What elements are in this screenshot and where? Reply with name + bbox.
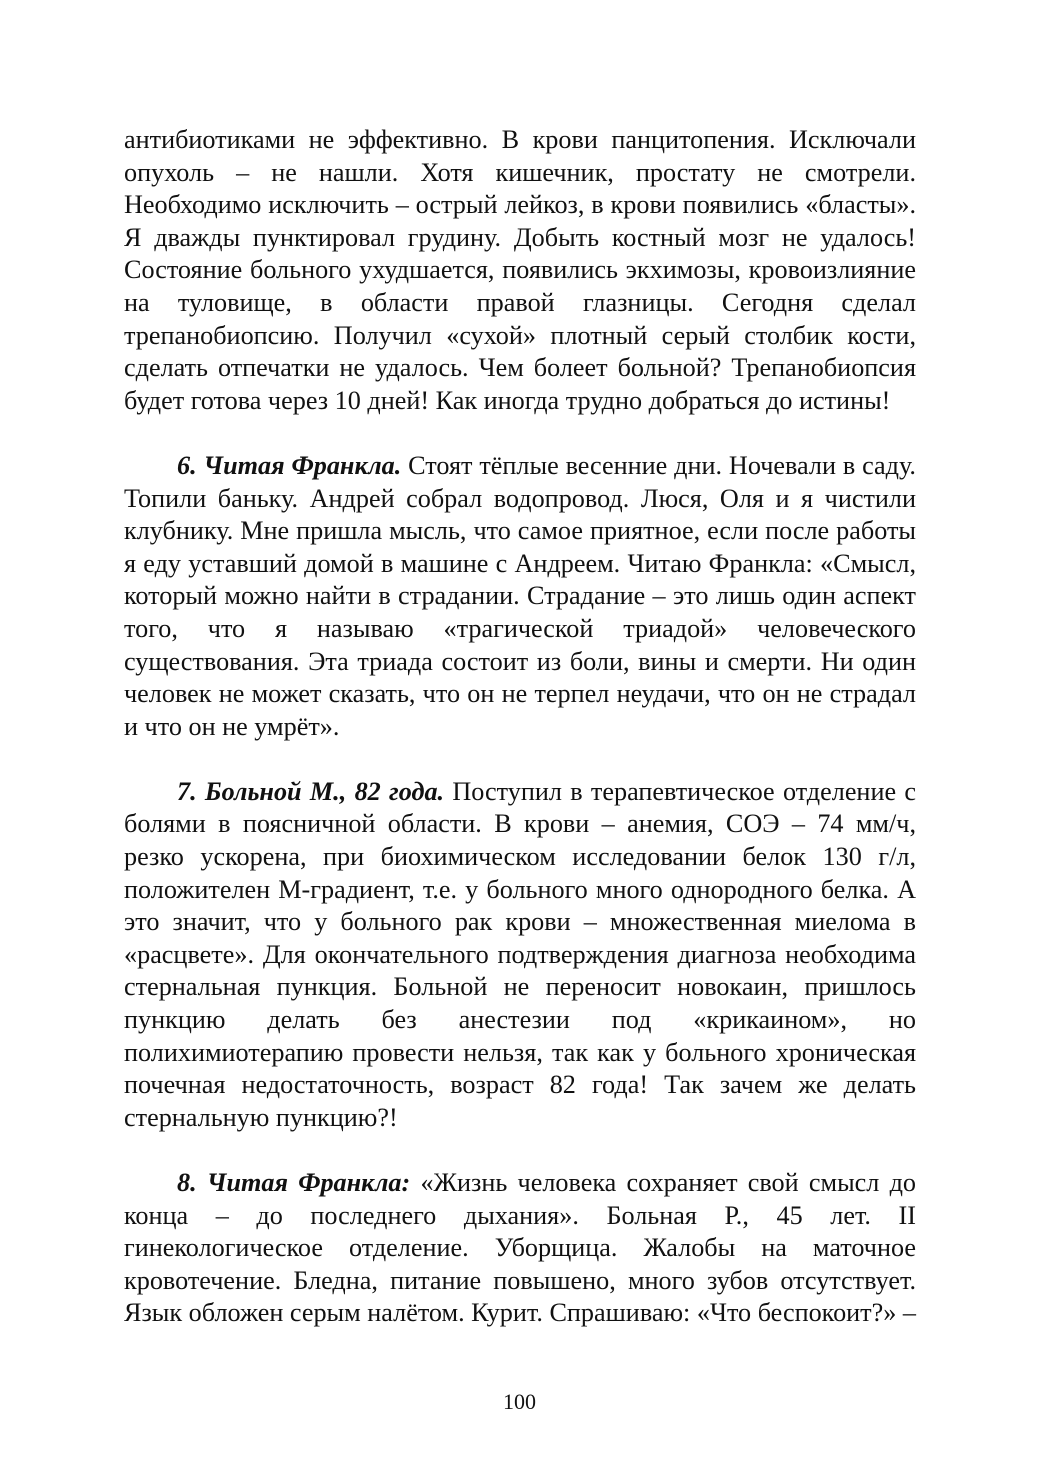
entry-heading: 7. Больной М., 82 года. <box>177 776 445 806</box>
paragraph-text: Поступил в терапевтическое отделение с болями в поясничной области. В крови – анемия, СОЭ – 74 мм/ч, резко ускорена, при биохимическом исследовании белок 130 г/л, положителен М-градиент, т.е. у больного много однородного белка. А это значит, что у больного рак крови – множественная миелома в «расцвете». Для окончательного подтверждения диагноза необходима стернальная пункция. Больной не переносит новокаин, пришлось пункцию делать без анестезии под «крикаином», но полихимиотерапию провести нельзя, так как у больного хроническая почечная недостаточность, возраст 82 года! Так зачем же делать стернальную пункцию?! <box>124 776 917 1132</box>
entry-heading: 6. Читая Франкла. <box>177 450 402 480</box>
paragraph-entry-6 <box>124 450 916 743</box>
page-number: 100 <box>503 1389 536 1414</box>
paragraph-entry-7 <box>124 776 916 1135</box>
paragraph-text: «Жизнь человека сохраняет свой смысл до конца – до последнего дыхания». Больная Р., 45 лет. II гинекологическое отделение. Уборщица. Жалобы на маточное кровотечение. Бледна, питание повышено, много зубов отсутствует. Язык обложен серым налётом. Курит. Спрашиваю: «Что беспокоит?» – <box>124 1168 916 1328</box>
paragraph-entry-8 <box>124 1167 916 1330</box>
paragraph-continuation <box>124 124 916 417</box>
paragraph-text: Стоят тёплые весенние дни. Ночевали в саду. Топили баньку. Андрей собрал водопровод. Люся, Оля и я чистили клубнику. Мне пришла мысль, что самое приятное, если после работы я еду уставший домой в машине с Андреем. Читаю Франкла: «Смысл, который можно найти в страдании. Страдание – это лишь один аспект того, что я называю «трагической триадой» человеческого существования. Эта триада состоит из боли, вины и смерти. Ни один человек не может сказать, что он не терпел неудачи, что он не страдал и что он не умрёт». <box>124 450 916 741</box>
page-body <box>124 124 916 1330</box>
paragraph-text: антибиотиками не эффективно. В крови панцитопения. Исключали опухоль – не нашли. Хотя кишечник, простату не смотрели. Необходимо исключить – острый лейкоз, в крови появились «бласты». Я дважды пунктировал грудину. Добыть костный мозг не удалось! Состояние больного ухудшается, появились экхимозы, кровоизлияние на туловище, в области правой глазницы. Сегодня сделал трепанобиопсию. Получил «сухой» плотный серый столбик кости, сделать отпечатки не удалось. Чем болеет больной? Трепанобиопсия будет готова через 10 дней! Как иногда трудно добраться до истины! <box>124 125 916 415</box>
entry-heading: 8. Читая Франкла: <box>177 1168 411 1197</box>
